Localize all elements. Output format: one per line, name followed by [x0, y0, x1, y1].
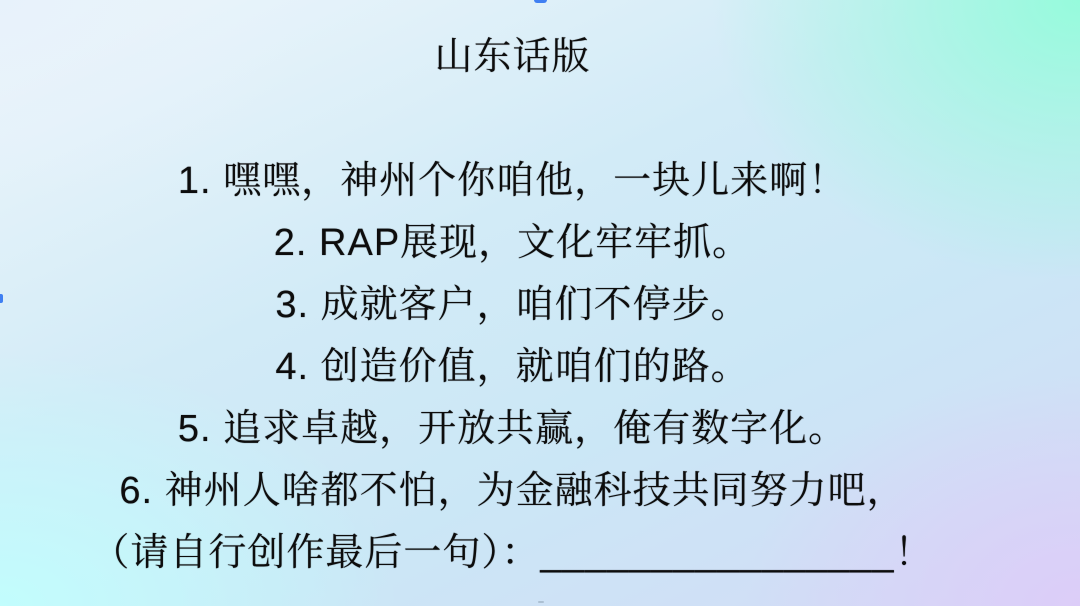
faint-bottom-marker — [538, 601, 544, 603]
title-body-gap — [0, 88, 1025, 150]
cut-off-blue-glyph-left-icon — [0, 294, 3, 303]
slide-line-1: 1. 嘿嘿，神州个你咱他，一块儿来啊！ — [177, 160, 848, 202]
slide-line-4: 4. 创造价值，就咱们的路。 — [275, 346, 750, 388]
slide-line-6: 6. 神州人啥都不怕，为金融科技共同努力吧， — [119, 470, 906, 512]
cut-off-blue-glyph-top-icon — [534, 0, 547, 3]
slide-title: 山东话版 — [434, 36, 591, 78]
slide-line-fill-in-blank: （请自行创作最后一句）：________________！ — [91, 532, 934, 574]
slide-line-5: 5. 追求卓越，开放共赢，俺有数字化。 — [177, 408, 848, 450]
slide-line-2: 2. RAP展现，文化牢牢抓。 — [273, 222, 752, 264]
slide-line-3: 3. 成就客户，咱们不停步。 — [275, 284, 750, 326]
